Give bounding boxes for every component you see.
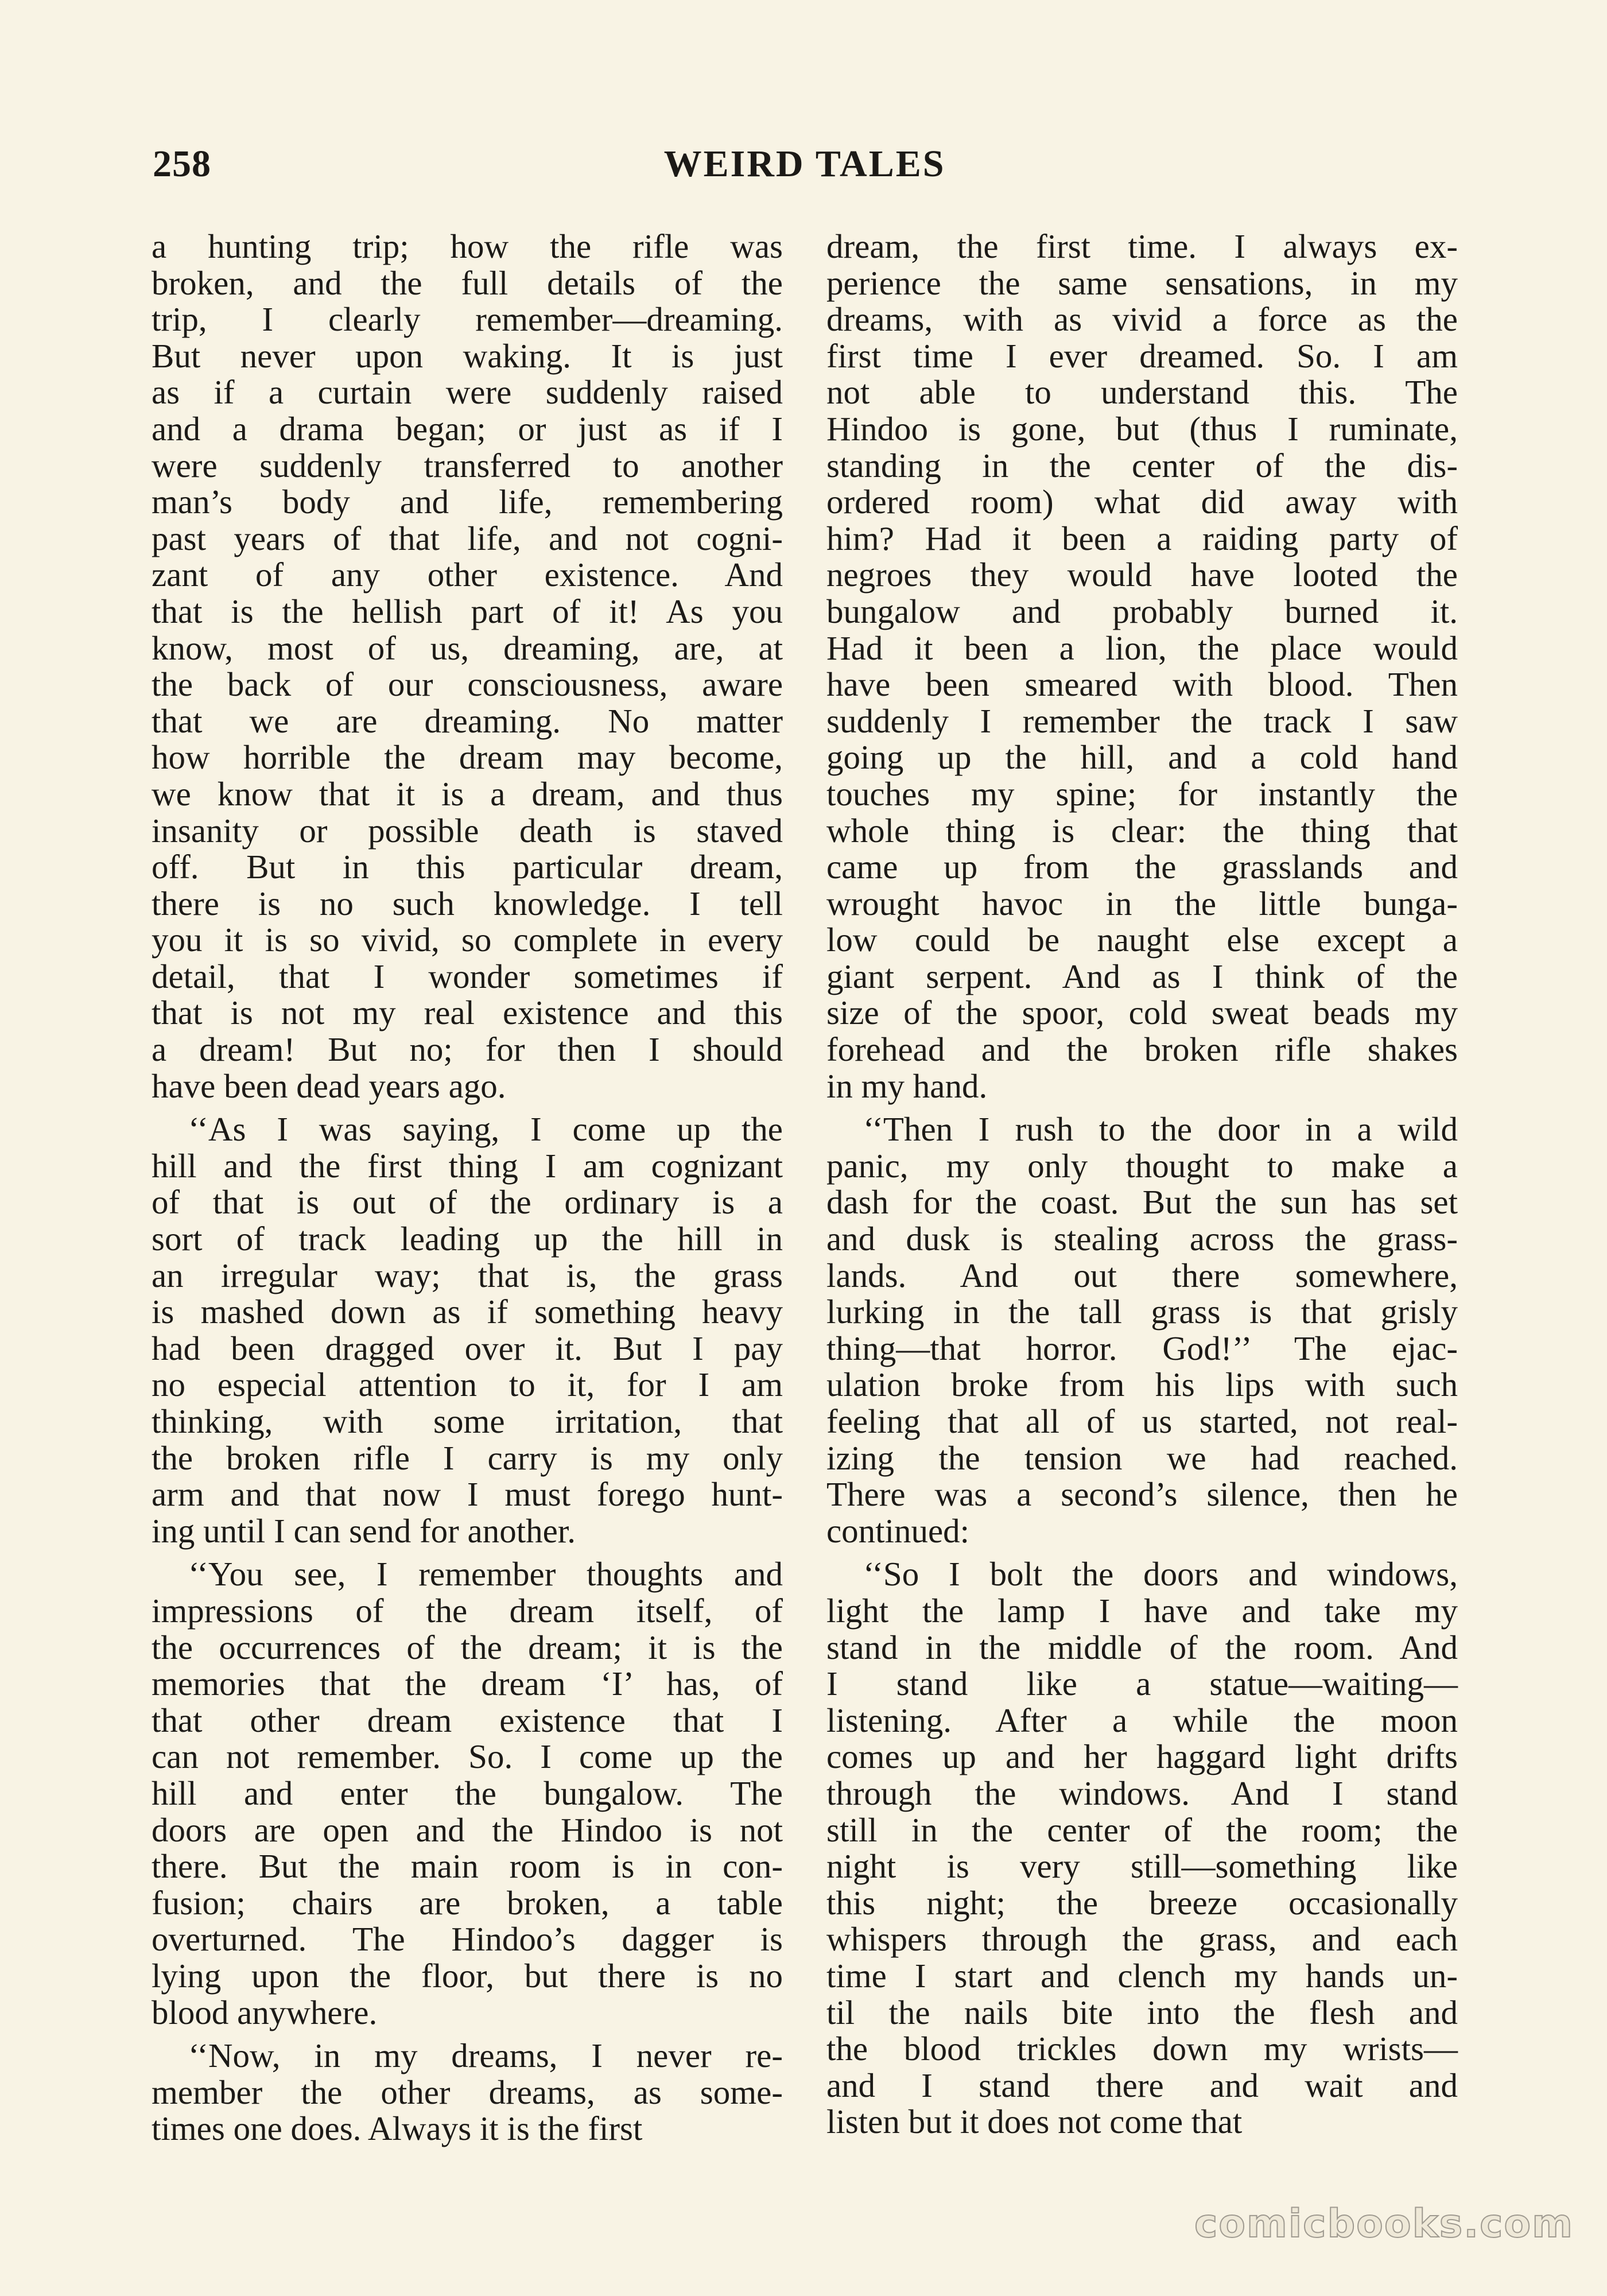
text-line: hill and the first thing I am cognizant xyxy=(152,1146,783,1185)
text-line: bungalow and probably burned it. xyxy=(826,592,1458,630)
text-line: dash for the coast. But the sun has set xyxy=(826,1183,1458,1221)
text-line: touches my spine; for instantly the xyxy=(826,774,1458,813)
paragraph xyxy=(826,228,1458,1104)
text-line: past years of that life, and not cogni- xyxy=(152,519,783,557)
text-line: night is very still—something like xyxy=(826,1847,1458,1886)
text-line: negroes they would have looted the xyxy=(826,556,1458,594)
text-line: listening. After a while the moon xyxy=(826,1701,1458,1739)
text-line: lands. And out there somewhere, xyxy=(826,1256,1458,1294)
text-line: zant of any other existence. And xyxy=(152,556,783,594)
text-line: til the nails bite into the flesh and xyxy=(826,1993,1458,2031)
text-line: arm and that now I must forego hunt- xyxy=(152,1475,783,1514)
text-line: suddenly I remember the track I saw xyxy=(826,701,1458,740)
text-line: that is the hellish part of it! As you xyxy=(152,592,783,630)
text-line: member the other dreams, as some- xyxy=(152,2073,783,2111)
text-line: through the windows. And I stand xyxy=(826,1774,1458,1812)
text-line: there. But the main room is in con- xyxy=(152,1847,783,1886)
text-line: that we are dreaming. No matter xyxy=(152,701,783,740)
text-line: Hindoo is gone, but (thus I ruminate, xyxy=(826,409,1458,448)
text-line: as if a curtain were suddenly raised xyxy=(152,373,783,412)
text-line: know, most of us, dreaming, are, at xyxy=(152,629,783,667)
text-line: were suddenly transferred to another xyxy=(152,446,783,484)
text-column-right xyxy=(826,228,1458,2140)
text-line: size of the spoor, cold sweat beads my xyxy=(826,994,1458,1032)
text-line: this night; the breeze occasionally xyxy=(826,1883,1458,1922)
text-line: low could be naught else except a xyxy=(826,921,1458,959)
text-line: in my hand. xyxy=(826,1066,988,1105)
text-line: impressions of the dream itself, of xyxy=(152,1591,783,1630)
text-line: trip, I clearly remember—dreaming. xyxy=(152,300,783,339)
text-line: and a drama began; or just as if I xyxy=(152,409,783,448)
text-line: thing—that horror. God!’’ The ejac- xyxy=(826,1329,1458,1367)
text-line: have been dead years ago. xyxy=(152,1066,506,1105)
text-line: ‘‘Now, in my dreams, I never re- xyxy=(188,2037,783,2075)
text-line: standing in the center of the dis- xyxy=(826,446,1458,484)
text-line: overturned. The Hindoo’s dagger is xyxy=(152,1920,783,1958)
text-line: panic, my only thought to make a xyxy=(826,1146,1458,1185)
text-line: hill and enter the bungalow. The xyxy=(152,1774,783,1812)
text-line: times one does. Always it is the first xyxy=(152,2109,643,2148)
text-line: ordered room) what did away with xyxy=(826,483,1458,521)
text-line: there is no such knowledge. I tell xyxy=(152,884,783,922)
paragraph xyxy=(152,1556,783,2031)
text-line: the broken rifle I carry is my only xyxy=(152,1438,783,1477)
text-line: I stand like a statue—waiting— xyxy=(826,1665,1458,1703)
text-line: ulation broke from his lips with such xyxy=(826,1366,1458,1404)
text-line: lurking in the tall grass is that grisly xyxy=(826,1293,1458,1331)
text-line: going up the hill, and a cold hand xyxy=(826,738,1458,777)
watermark: comicbooks.com xyxy=(1194,2201,1574,2247)
text-line: a hunting trip; how the rifle was xyxy=(152,227,783,265)
text-line: listen but it does not come that xyxy=(826,2103,1243,2141)
text-line: time I start and clench my hands un- xyxy=(826,1956,1458,1995)
text-line: that other dream existence that I xyxy=(152,1701,783,1739)
text-line: lying upon the floor, but there is no xyxy=(152,1956,783,1995)
text-line: had been dragged over it. But I pay xyxy=(152,1329,783,1367)
text-line: feeling that all of us started, not real- xyxy=(826,1402,1458,1440)
text-line: no especial attention to it, for I am xyxy=(152,1366,783,1404)
text-line: whole thing is clear: the thing that xyxy=(826,811,1458,850)
text-line: ‘‘So I bolt the doors and windows, xyxy=(863,1555,1458,1593)
text-line: thinking, with some irritation, that xyxy=(152,1402,783,1440)
paragraph xyxy=(152,1111,783,1549)
text-column-left xyxy=(152,228,783,2147)
text-line: But never upon waking. It is just xyxy=(152,336,783,375)
paragraph xyxy=(826,1556,1458,2140)
text-line: man’s body and life, remembering xyxy=(152,483,783,521)
text-line: ‘‘As I was saying, I come up the xyxy=(188,1110,783,1149)
text-line: ‘‘Then I rush to the door in a wild xyxy=(863,1110,1458,1149)
text-line: have been smeared with blood. Then xyxy=(826,665,1458,704)
running-title: WEIRD TALES xyxy=(663,143,946,185)
text-line: the back of our consciousness, aware xyxy=(152,665,783,704)
text-line: a dream! But no; for then I should xyxy=(152,1030,783,1069)
text-line: stand in the middle of the room. And xyxy=(826,1628,1458,1666)
text-line: perience the same sensations, in my xyxy=(826,263,1458,302)
text-line: comes up and her haggard light drifts xyxy=(826,1737,1458,1776)
text-line: dreams, with as vivid a force as the xyxy=(826,300,1458,339)
text-line: detail, that I wonder sometimes if xyxy=(152,957,783,995)
page-number: 258 xyxy=(153,143,211,185)
text-line: you it is so vivid, so complete in every xyxy=(152,921,783,959)
text-line: the blood trickles down my wrists— xyxy=(826,2030,1458,2068)
text-line: the occurrences of the dream; it is the xyxy=(152,1628,783,1666)
text-line: ing until I can send for another. xyxy=(152,1511,576,1550)
text-line: and dusk is stealing across the grass- xyxy=(826,1220,1458,1258)
text-line: blood anywhere. xyxy=(152,1993,378,2031)
text-line: can not remember. So. I come up the xyxy=(152,1737,783,1776)
text-line: broken, and the full details of the xyxy=(152,263,783,302)
text-line: still in the center of the room; the xyxy=(826,1810,1458,1849)
text-line: dream, the first time. I always ex- xyxy=(826,227,1458,265)
text-line: sort of track leading up the hill in xyxy=(152,1220,783,1258)
text-line: insanity or possible death is staved xyxy=(152,811,783,850)
paragraph xyxy=(152,228,783,1104)
paragraph xyxy=(826,1111,1458,1549)
text-line: of that is out of the ordinary is a xyxy=(152,1183,783,1221)
text-line: that is not my real existence and this xyxy=(152,994,783,1032)
text-line: an irregular way; that is, the grass xyxy=(152,1256,783,1294)
text-line: light the lamp I have and take my xyxy=(826,1591,1458,1630)
text-line: doors are open and the Hindoo is not xyxy=(152,1810,783,1849)
paragraph xyxy=(152,2038,783,2147)
text-line: we know that it is a dream, and thus xyxy=(152,774,783,813)
text-line: Had it been a lion, the place would xyxy=(826,629,1458,667)
text-line: came up from the grasslands and xyxy=(826,848,1458,886)
text-line: not able to understand this. The xyxy=(826,373,1458,412)
text-line: forehead and the broken rifle shakes xyxy=(826,1030,1458,1069)
text-line: whispers through the grass, and each xyxy=(826,1920,1458,1958)
text-line: fusion; chairs are broken, a table xyxy=(152,1883,783,1922)
text-line: is mashed down as if something heavy xyxy=(152,1293,783,1331)
text-line: wrought havoc in the little bunga- xyxy=(826,884,1458,922)
text-line: him? Had it been a raiding party of xyxy=(826,519,1458,557)
text-line: There was a second’s silence, then he xyxy=(826,1475,1458,1514)
text-line: how horrible the dream may become, xyxy=(152,738,783,777)
text-line: giant serpent. And as I think of the xyxy=(826,957,1458,995)
text-line: memories that the dream ‘I’ has, of xyxy=(152,1665,783,1703)
text-line: ‘‘You see, I remember thoughts and xyxy=(188,1555,783,1593)
text-line: first time I ever dreamed. So. I am xyxy=(826,336,1458,375)
text-line: and I stand there and wait and xyxy=(826,2066,1458,2104)
text-line: izing the tension we had reached. xyxy=(826,1438,1458,1477)
text-line: continued: xyxy=(826,1511,970,1550)
page-header xyxy=(153,137,1457,192)
text-line: off. But in this particular dream, xyxy=(152,848,783,886)
